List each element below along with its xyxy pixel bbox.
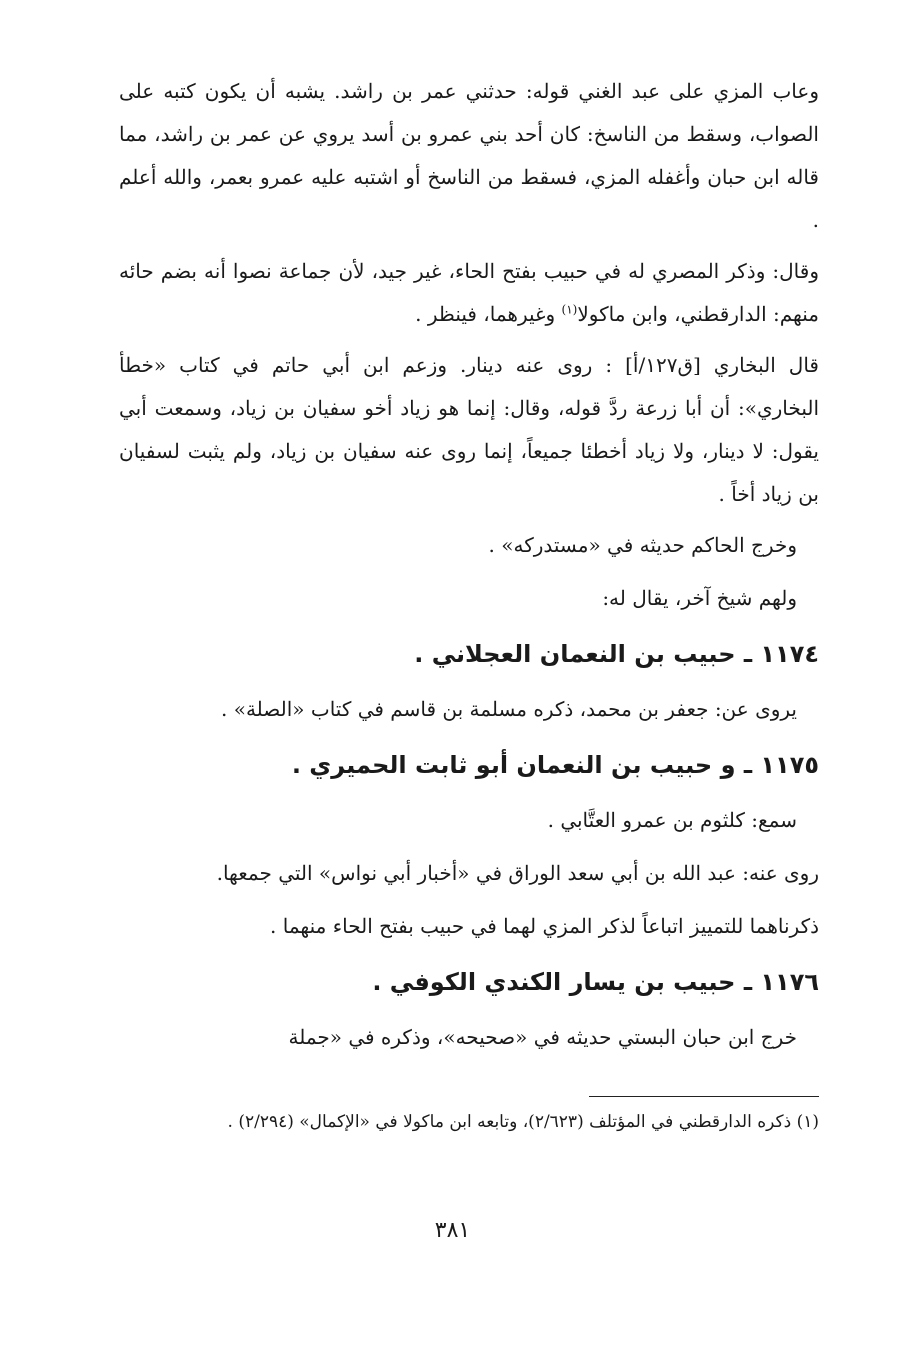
paragraph-10: خرج ابن حبان البستي حديثه في «صحيحه»، وذكره في «جملة (288, 1025, 797, 1049)
paragraph-6: يروى عن: جعفر بن محمد، ذكره مسلمة بن قاسم في كتاب «الصلة» . (221, 697, 797, 721)
paragraph-5: ولهم شيخ آخر، يقال له: (602, 586, 797, 610)
paragraph-7: سمع: كلثوم بن عمرو العتَّابي . (547, 808, 797, 832)
paragraph-9: ذكرناهما للتمييز اتباعاً لذكر المزي لهما في حبيب بفتح الحاء منهما . (270, 914, 819, 938)
paragraph-8: روى عنه: عبد الله بن أبي سعد الوراق في «أخبار أبي نواس» التي جمعها. (216, 861, 819, 885)
paragraph-2-tail: وغيرهما، فينظر . (415, 302, 562, 326)
entry-heading-1175: ١١٧٥ ـ و حبيب بن النعمان أبو ثابت الحميري . (291, 751, 819, 779)
entry-heading-1176: ١١٧٦ ـ حبيب بن يسار الكندي الكوفي . (372, 968, 819, 996)
footnotes (119, 1104, 819, 1140)
paragraph-4: وخرج الحاكم حديثه في «مستدركه» . (488, 533, 797, 557)
main-text (119, 70, 819, 1069)
paragraph-2-text: وقال: وذكر المصري له في حبيب بفتح الحاء، غير جيد، لأن جماعة نصوا أنه بضم حائه منهم: الدارقطني، وابن ماكولا (119, 259, 819, 326)
footnote-1: (١) ذكره الدارقطني في المؤتلف (٢/٦٢٣)، وتابعه ابن ماكولا في «الإكمال» (٢/٢٩٤) . (227, 1112, 819, 1132)
paragraph-3: قال البخاري [ق١٢٧/أ] : روى عنه دينار. وزعم ابن أبي حاتم في كتاب «خطأ البخاري»: أن أبا زرعة ردَّ قوله، وقال: إنما هو زياد أخو سفيان بن زياد، وسمعت أبي يقول: لا دينار، ولا زياد أخطئا جميعاً، إنما روى عنه سفيان بن زياد، ولم يثبت لسفيان بن زياد أخاً . (119, 353, 819, 506)
footnote-separator (589, 1096, 819, 1097)
footnote-ref-1[interactable]: (١) (561, 302, 578, 317)
paragraph-1: وعاب المزي على عبد الغني قوله: حدثني عمر بن راشد. يشبه أن يكون كتبه على الصواب، وسقط من الناسخ: كان أحد بني عمرو بن أسد يروي عن عمر بن راشد، مما قاله ابن حبان وأغفله المزي، فسقط من الناسخ أو اشتبه عليه عمرو بعمر، والله أعلم . (119, 79, 819, 232)
page-number: ٣٨١ (434, 1218, 471, 1243)
entry-heading-1174: ١١٧٤ ـ حبيب بن النعمان العجلاني . (414, 640, 819, 668)
paragraph-2 (119, 250, 819, 336)
